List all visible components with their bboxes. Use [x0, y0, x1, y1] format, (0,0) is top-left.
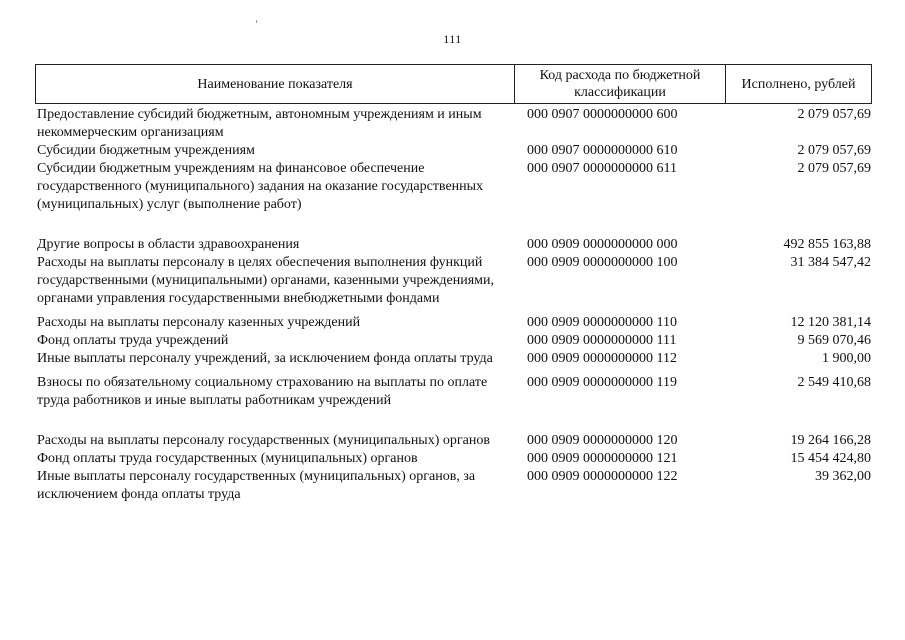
table-row	[37, 332, 871, 350]
row-code: 000 0909 0000000000 000	[527, 237, 678, 252]
table-row	[37, 254, 871, 308]
row-code: 000 0907 0000000000 611	[527, 161, 677, 176]
row-amount: 2 079 057,69	[797, 143, 871, 158]
table-header	[35, 64, 872, 104]
table-row	[37, 236, 871, 254]
header-name: Наименование показателя	[36, 65, 515, 103]
row-code: 000 0907 0000000000 610	[527, 143, 678, 158]
row-amount: 492 855 163,88	[783, 237, 871, 252]
row-code: 000 0909 0000000000 121	[527, 451, 678, 466]
table-row	[37, 160, 871, 214]
table-row	[37, 374, 871, 410]
row-amount: 2 079 057,69	[797, 107, 871, 122]
row-name: Субсидии бюджетным учреждениям на финансовое обеспечение государственного (муниципального) задания на оказание государственных (муниципальных) услуг (выполнение работ)	[37, 161, 484, 212]
row-amount: 15 454 424,80	[790, 451, 871, 466]
header-amount: Исполнено, рублей	[741, 76, 856, 92]
row-code: 000 0909 0000000000 112	[527, 351, 677, 366]
row-code: 000 0909 0000000000 100	[527, 255, 678, 270]
row-code: 000 0909 0000000000 110	[527, 315, 677, 330]
scan-mark	[256, 20, 257, 23]
table-row	[37, 468, 871, 504]
row-code: 000 0909 0000000000 122	[527, 469, 678, 484]
row-amount: 2 549 410,68	[797, 375, 871, 390]
row-amount: 31 384 547,42	[790, 255, 871, 270]
row-name: Субсидии бюджетным учреждениям	[37, 143, 255, 158]
row-name: Расходы на выплаты персоналу казенных учреждений	[37, 315, 361, 330]
header-code: Код расхода по бюджетной классификации	[515, 65, 726, 103]
row-name: Предоставление субсидий бюджетным, автономным учреждениям и иным некоммерческим организациям	[37, 107, 482, 140]
row-name: Иные выплаты персоналу учреждений, за исключением фонда оплаты труда	[37, 351, 493, 366]
row-name: Расходы на выплаты персоналу государственных (муниципальных) органов	[37, 433, 490, 448]
table-row	[37, 450, 871, 468]
row-amount: 2 079 057,69	[797, 161, 871, 176]
row-amount: 19 264 166,28	[790, 433, 871, 448]
row-code: 000 0909 0000000000 111	[527, 333, 677, 348]
table-body	[37, 106, 871, 504]
table-row	[37, 350, 871, 368]
row-name: Другие вопросы в области здравоохранения	[37, 237, 300, 252]
page-number: 111	[443, 32, 462, 46]
table-row	[37, 106, 871, 142]
table-row	[37, 314, 871, 332]
row-amount: 12 120 381,14	[790, 315, 871, 330]
table-row	[37, 432, 871, 450]
row-code: 000 0907 0000000000 600	[527, 107, 678, 122]
row-code: 000 0909 0000000000 120	[527, 433, 678, 448]
row-name: Взносы по обязательному социальному страхованию на выплаты по оплате труда работников и иные выплаты работникам учреждений	[37, 375, 488, 408]
table-row	[37, 142, 871, 160]
row-name: Фонд оплаты труда учреждений	[37, 333, 229, 348]
row-name: Расходы на выплаты персоналу в целях обеспечения выполнения функций государственными (муниципальными) органами, казенными учреждениями, органами управления государственными внебюджетными фондами	[37, 255, 494, 306]
row-amount: 1 900,00	[822, 351, 871, 366]
row-name: Иные выплаты персоналу государственных (муниципальных) органов, за исключением фонда оплаты труда	[37, 469, 476, 502]
row-name: Фонд оплаты труда государственных (муниципальных) органов	[37, 451, 418, 466]
row-amount: 9 569 070,46	[797, 333, 871, 348]
row-code: 000 0909 0000000000 119	[527, 375, 677, 390]
row-amount: 39 362,00	[815, 469, 871, 484]
